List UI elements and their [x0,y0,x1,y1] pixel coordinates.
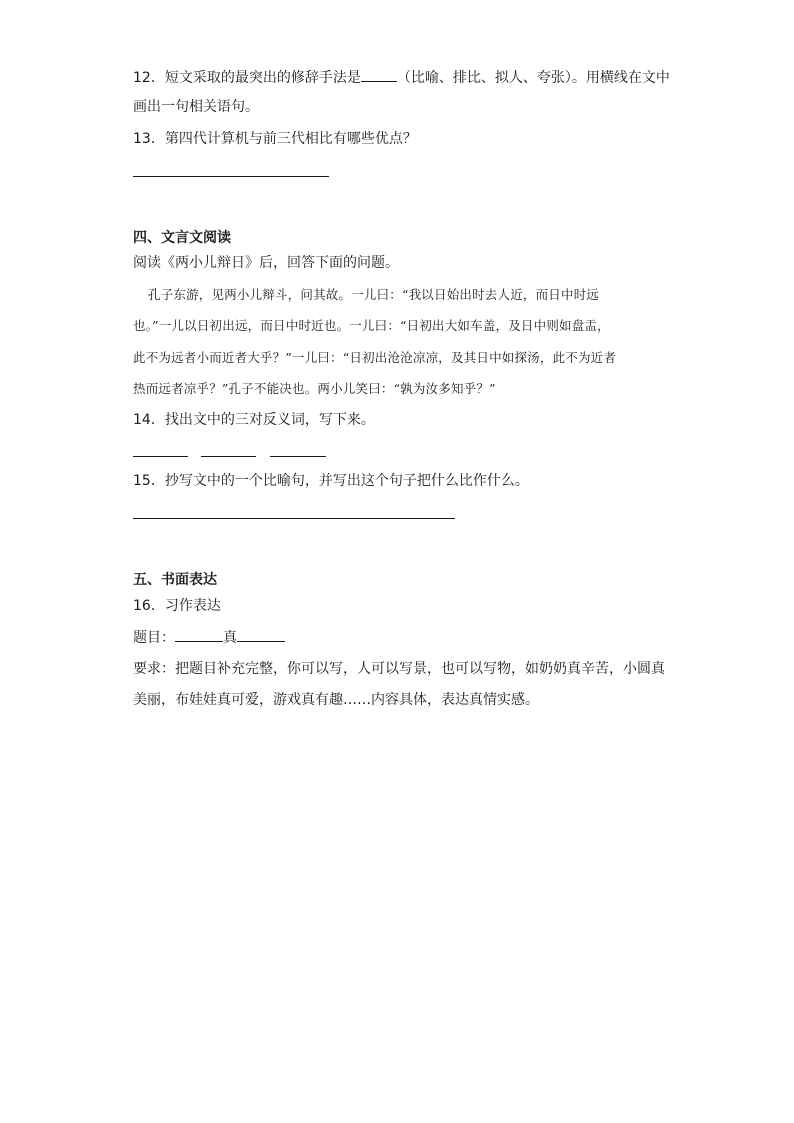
question-13-text: 13．第四代计算机与前三代相比有哪些优点？ [133,131,417,147]
passage-line-1: 孔子东游，见两小儿辩斗，问其故。一儿曰：“我以日始出时去人近，而日中时远 [148,287,600,302]
question-12-line-2: 画出一句相关语句。 [133,99,259,115]
section-5-heading: 五、书面表达 [133,572,217,588]
question-12-text-after: （比喻、排比、拟人、夸张）。用横线在文中 [396,70,670,86]
passage-line-3: 此不为远者小而近者大乎？”一儿曰：“日初出沧沧凉凉，及其日中如探汤，此不为近者 [133,350,617,365]
question-14-text: 14．找出文中的三对反义词，写下来。 [133,412,375,428]
passage-line-4: 热而远者凉乎？”孔子不能决也。两小儿笑曰：“孰为汝多知乎？” [133,381,496,396]
passage-line-2: 也。”一儿以日初出远，而日中时近也。一儿曰：“日初出大如车盖，及日中则如盘盂， [133,318,610,333]
question-12-text-before: 12．短文采取的最突出的修辞手法是 [133,70,361,86]
title-prefix: 题目： [133,630,175,646]
question-12-line-1 [133,67,670,88]
title-middle: 真 [223,630,237,646]
title-blank-1[interactable] [175,627,223,642]
question-14-answer-line-2[interactable] [201,456,256,457]
requirement-line-1: 要求：把题目补充完整，你可以写，人可以写景，也可以写物，如奶奶真辛苦，小圆真 [133,661,665,677]
question-15-text: 15．抄写文中的一个比喻句，并写出这个句子把什么比作什么。 [133,473,529,489]
requirement-line-2: 美丽，布娃娃真可爱，游戏真有趣……内容具体，表达真情实感。 [133,692,539,708]
question-14-answer-line-3[interactable] [270,456,326,457]
question-16-title-line [133,627,285,648]
section-4-heading: 四、文言文阅读 [133,230,231,246]
question-15-answer-line[interactable] [133,518,455,519]
question-14-answer-line-1[interactable] [133,456,188,457]
section-4-intro: 阅读《两小儿辩日》后，回答下面的问题。 [133,255,399,271]
title-blank-2[interactable] [237,627,285,642]
question-13-answer-line[interactable] [133,176,329,177]
question-16-label: 16．习作表达 [133,598,221,614]
question-12-blank[interactable] [361,67,397,82]
